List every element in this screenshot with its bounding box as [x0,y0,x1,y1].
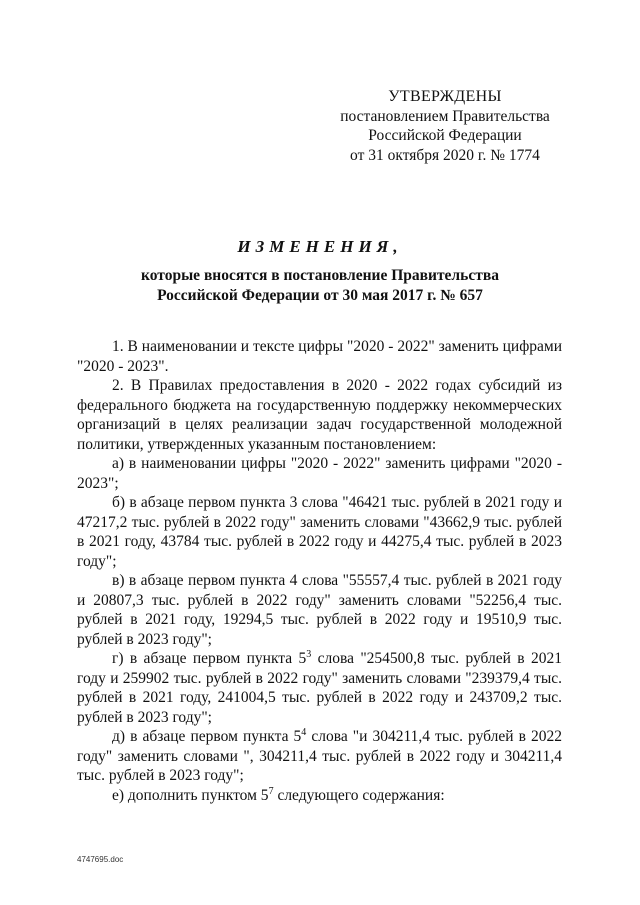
document-body [77,337,562,805]
paragraph-e [77,786,562,806]
subtitle-line-1: которые вносятся в постановление Правительства [141,267,499,284]
document-title: ИЗМЕНЕНИЯ, [237,237,403,256]
paragraph-e-rest: следующего содержания: [273,786,445,804]
paragraph-g [77,649,562,727]
approval-heading: УТВЕРЖДЕНЫ [388,88,502,105]
paragraph-d-rest: слова "и 304211,4 тыс. рублей в 2022 году" заменить словами ", 304211,4 тыс. рублей в 2022 году и 304211,4 тыс. рублей в 2023 году"; [77,728,563,784]
paragraph-a: а) в наименовании цифры "2020 - 2022" заменить цифрами "2020 - 2023"; [77,455,562,492]
subtitle-line-2: Российской Федерации от 30 мая 2017 г. № 657 [157,286,483,304]
paragraph-e-superscript: 7 [268,785,274,797]
approval-line-3: от 31 октября 2020 г. № 1774 [350,146,540,164]
document-title-block [60,236,580,305]
paragraph-d-start: д) в абзаце первом пункта 5 [112,728,302,745]
approval-stamp [330,87,560,165]
paragraph-d-superscript: 4 [301,726,307,738]
file-name-footer: 4747695.doc [77,855,124,864]
paragraph-g-rest: слова "254500,8 тыс. рублей в 2021 году и 259902 тыс. рублей в 2022 году" заменить словами "239379,4 тыс. рублей в 2021 году, 241004,5 тыс. рублей в 2022 году и 243709,2 тыс. рублей в 2023 году"; [77,650,562,726]
approval-line-1: постановлением Правительства [340,107,550,125]
document-subtitle [60,266,580,305]
paragraph-g-superscript: 3 [306,648,312,660]
paragraph-2: 2. В Правилах предоставления в 2020 - 2022 годах субсидий из федерального бюджета на государственную поддержку некоммерческих организаций в целях реализации задач государственной молодежной политики, утвержденных указанным постановлением: [77,377,562,453]
paragraph-v: в) в абзаце первом пункта 4 слова "55557,4 тыс. рублей в 2021 году и 20807,3 тыс. рублей в 2022 году" заменить словами "52256,4 тыс. рублей в 2021 году, 19294,5 тыс. рублей в 2022 году и 19510,9 тыс. рублей в 2023 году"; [77,572,562,648]
approval-line-2: Российской Федерации [368,127,522,144]
paragraph-g-start: г) в абзаце первом пункта 5 [112,650,307,667]
paragraph-1: 1. В наименовании и тексте цифры "2020 - 2022" заменить цифрами "2020 - 2023". [77,338,562,375]
paragraph-e-start: е) дополнить пунктом 5 [112,786,269,804]
paragraph-b: б) в абзаце первом пункта 3 слова "46421 тыс. рублей в 2021 году и 47217,2 тыс. рублей в 2022 году" заменить словами "43662,9 тыс. рублей в 2021 году, 43784 тыс. рублей в 2022 году и 44275,4 тыс. рублей в 2023 году"; [77,494,562,570]
paragraph-d [77,727,562,786]
